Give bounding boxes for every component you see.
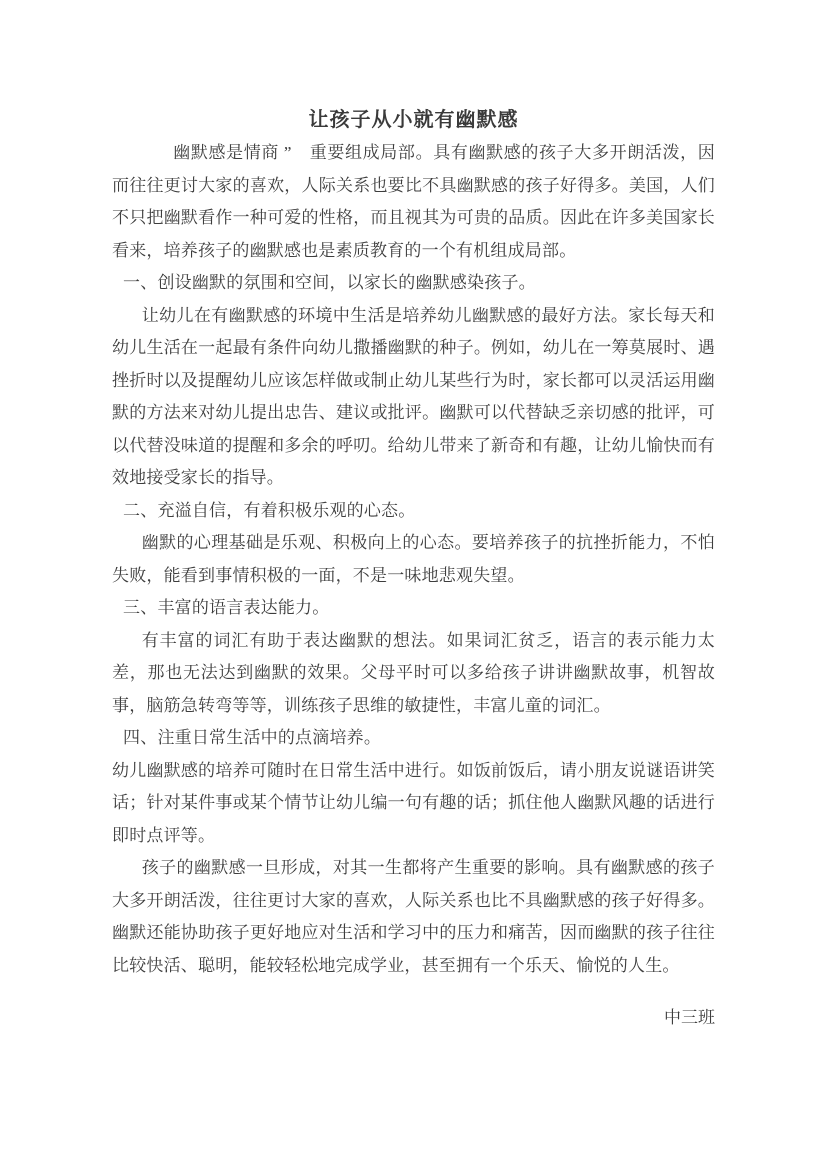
section-heading-3: 三、丰富的语言表达能力。 — [123, 598, 330, 617]
section-body-1: 让幼儿在有幽默感的环境中生活是培养幼儿幽默感的最好方法。家长每天和幼儿生活在一起最有条件向幼儿撒播幽默的种子。例如，幼儿在一筹莫展时、遇挫折时以及提醒幼儿应该怎样做或制止幼儿某些行为时，家长都可以灵活运用幽默的方法来对幼儿提出忠告、建议或批评。幽默可以代替缺乏亲切感的批评，可以代替没味道的提醒和多余的呼叨。给幼儿带来了新奇和有趣，让幼儿愉快而有效地接受家长的指导。 — [112, 305, 715, 487]
section-body-3: 有丰富的词汇有助于表达幽默的想法。如果词汇贫乏，语言的表示能力太差，那也无法达到幽默的效果。父母平时可以多给孩子讲讲幽默故事，机智故事，脑筋急转弯等等，训练孩子思维的敏捷性，丰富儿童的词汇。 — [112, 630, 715, 715]
intro-paragraph: 幽默感是情商 ” 重要组成局部。具有幽默感的孩子大多开朗活泼，因而往往更讨大家的喜欢，人际关系也要比不具幽默感的孩子好得多。美国，人们不只把幽默看作一种可爱的性格，而且视其为可贵的品质。因此在许多美国家长看来，培养孩子的幽默感也是素质教育的一个有机组成局部。 — [112, 143, 715, 260]
section-heading-2: 二、充溢自信，有着积极乐观的心态。 — [123, 500, 416, 520]
signature-class-name: 中三班 — [664, 1008, 715, 1027]
section-heading-4: 四、注重日常生活中的点滴培养。 — [123, 728, 382, 747]
section-body-2: 幽默的心理基础是乐观、积极向上的心态。要培养孩子的抗挫折能力，不怕失败，能看到事情积极的一面，不是一味地悲观失望。 — [112, 533, 715, 585]
document-title: 让孩子从小就有幽默感 — [308, 109, 519, 131]
section-body-4: 幼儿幽默感的培养可随时在日常生活中进行。如饭前饭后，请小朋友说谜语讲笑话；针对某件事或某个情节让幼儿编一句有趣的话；抓住他人幽默风趣的话进行即时点评等。 — [112, 760, 715, 845]
section-heading-1: 一、创设幽默的氛围和空间，以家长的幽默感染孩子。 — [123, 273, 536, 292]
closing-paragraph: 孩子的幽默感一旦形成，对其一生都将产生重要的影响。具有幽默感的孩子大多开朗活泼，往往更讨大家的喜欢，人际关系也比不具幽默感的孩子好得多。幽默还能协助孩子更好地应对生活和学习中的压力和痛苦，因而幽默的孩子往往比较快活、聪明，能较轻松地完成学业，甚至拥有一个乐天、愉悦的人生。 — [112, 858, 715, 975]
